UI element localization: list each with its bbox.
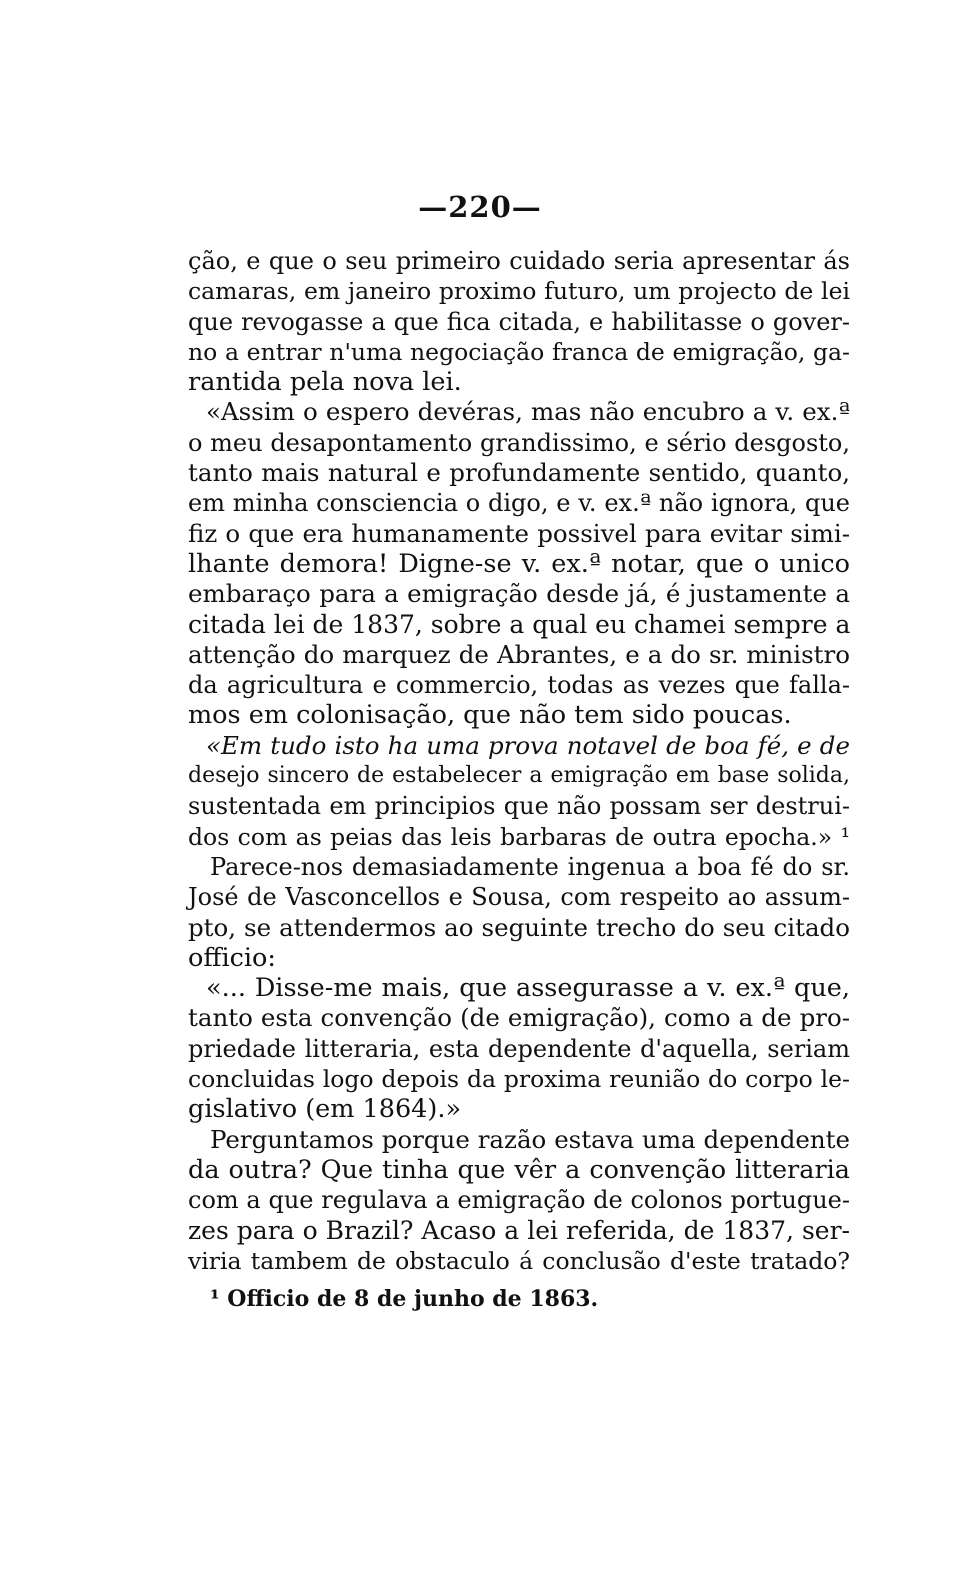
text-line: lhante demora! Digne-se v. ex.ª notar, que o unico [188,548,850,579]
body-text [188,246,850,1276]
text-line: dos com as peias das leis barbaras de outra epocha.» ¹ [188,822,850,851]
page-number: —220— [418,190,542,224]
text-line: zes para o Brazil? Acaso a lei referida, de 1837, ser- [188,1215,850,1245]
text-line: camaras, em janeiro proximo futuro, um projecto de lei [188,277,850,306]
text-line: fiz o que era humanamente possivel para evitar simi- [188,518,850,548]
text-line: «Assim o espero devéras, mas não encubro a v. ex.ª [206,397,850,427]
text-line: José de Vasconcellos e Sousa, com respeito ao assum- [188,883,850,912]
text-line: sustentada em principios que não possam ser destrui- [188,792,850,821]
text-line: da outra? Que tinha que vêr a convenção litteraria [188,1154,850,1185]
text-line: com a que regulava a emigração de colonos portugue- [188,1186,850,1215]
text-line: «... Disse-me mais, que assegurasse a v. ex.ª que, [206,973,850,1004]
text-line: que revogasse a que fica citada, e habilitasse o gover- [188,307,850,336]
text-line: Parece-nos demasiadamente ingenua a boa fé do sr. [210,852,850,881]
text-line: gislativo (em 1864).» [188,1094,462,1125]
text-line: tanto esta convenção (de emigração), como a de pro- [188,1003,850,1033]
text-line: da agricultura e commercio, todas as vezes que falla- [188,671,850,700]
text-line: mos em colonisação, que não tem sido poucas. [188,700,792,731]
text-line-italic: «Em tudo isto ha uma prova notavel de boa fé, e de [206,730,850,760]
footnote: ¹ Officio de 8 de junho de 1863. [210,1286,599,1312]
text-line: priedade litteraria, esta dependente d'aquella, seriam [188,1034,850,1063]
text-line: attenção do marquez de Abrantes, e a do sr. ministro [188,639,850,669]
text-line: ção, e que o seu primeiro cuidado seria apresentar ás [188,247,850,275]
text-line: no a entrar n'uma negociação franca de emigração, ga- [188,337,850,366]
text-line: desejo sincero de estabelecer a emigração em base solida, [188,763,850,789]
text-line: embaraço para a emigração desde já, é justamente a [188,579,850,609]
text-line: tanto mais natural e profundamente sentido, quanto, [188,458,850,488]
text-line: concluidas logo depois da proxima reunião do corpo le- [188,1065,850,1094]
text-line: o meu desapontamento grandissimo, e sério desgosto, [188,428,850,457]
text-line: viria tambem de obstaculo á conclusão d'este tratado? [188,1246,850,1275]
text-line: officio: [188,942,277,973]
text-line: Perguntamos porque razão estava uma dependente [210,1124,850,1154]
text-line: pto, se attendermos ao seguinte trecho do seu citado [188,912,850,942]
text-line: citada lei de 1837, sobre a qual eu chamei sempre a [188,609,851,639]
text-line: rantida pela nova lei. [188,367,462,398]
text-line: em minha consciencia o digo, e v. ex.ª não ignora, que [188,489,850,518]
